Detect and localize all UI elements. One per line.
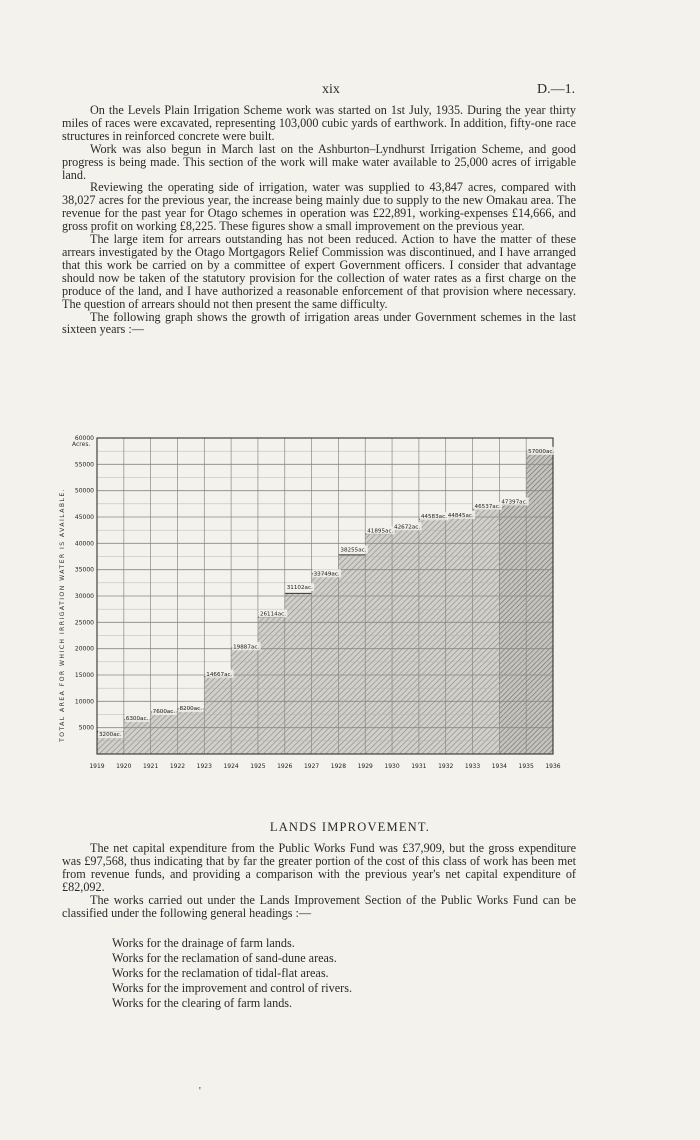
data-label: 33749ac. — [313, 571, 340, 578]
y-tick-label: 15000 — [74, 672, 94, 679]
paragraph: On the Levels Plain Irrigation Scheme work was started on 1st July, 1935. During the year thirty miles of races were excavated, representing 103,000 cubic yards of earthwork. In addition, fifty-one race structures in reinforced concrete were built. — [62, 103, 576, 143]
x-tick-label: 1931 — [411, 763, 427, 770]
y-tick-label: 10000 — [74, 698, 94, 706]
data-label: 6300ac. — [125, 715, 149, 722]
x-tick-label: 1932 — [438, 763, 454, 770]
headings-list — [112, 936, 352, 1011]
bar — [338, 555, 365, 754]
bar — [177, 709, 204, 754]
x-tick-label: 1933 — [464, 763, 481, 770]
paragraph: Reviewing the operating side of irrigation, water was supplied to 43,847 acres, compared with 38,027 acres for the previous year, the increase being mainly due to supply to the new Omakau area. The revenue for the past year for Otago schemes in operation was £22,891, working-expenses £14,666, and gross profit on working £8,225. These figures show a small improvement on the previous year. — [62, 180, 576, 234]
y-tick-label: 35000 — [74, 566, 94, 574]
x-tick-label: 1921 — [143, 763, 159, 770]
x-tick-label: 1925 — [250, 763, 266, 770]
lands-improvement-title: LANDS IMPROVEMENT. — [269, 820, 431, 834]
bar — [365, 534, 392, 754]
bar — [499, 504, 526, 754]
y-tick-label: 5000 — [78, 724, 94, 732]
list-item: Works for the reclamation of tidal-flat areas. — [112, 966, 329, 980]
y-tick-label: 60000 — [74, 435, 94, 442]
lands-section — [62, 842, 576, 919]
y-tick-label: 40000 — [74, 540, 94, 548]
x-tick-label: 1926 — [277, 763, 293, 770]
y-tick-labels — [75, 435, 94, 732]
paragraph: Work was also begun in March last on the Ashburton–Lyndhurst Irrigation Scheme, and good progress is being made. This section of the work will make water available to 25,000 acres of irrigable land. — [62, 141, 576, 182]
bar — [392, 528, 419, 754]
bar — [258, 617, 285, 754]
intro-section — [62, 104, 576, 336]
data-label: 31102ac. — [286, 585, 313, 592]
page-number: xix — [322, 82, 340, 97]
data-label: 8200ac. — [179, 705, 203, 712]
irrigation-area-graph — [55, 430, 575, 790]
y-tick-label: 25000 — [74, 619, 94, 627]
data-label: 42672ac. — [394, 524, 421, 531]
graph-canvas — [55, 430, 575, 790]
list-item: Works for the drainage of farm lands. — [112, 936, 295, 950]
bar — [446, 518, 473, 754]
data-label: 46537ac. — [474, 503, 501, 510]
bar — [124, 720, 151, 754]
data-label: 7600ac. — [152, 708, 176, 715]
x-tick-label: 1924 — [223, 763, 239, 770]
y-tick-label: 45000 — [74, 514, 94, 521]
list-item: Works for the clearing of farm lands. — [112, 996, 293, 1010]
list-item: Works for the reclamation of sand-dune areas. — [112, 951, 337, 965]
data-label: 41895ac. — [367, 528, 394, 535]
document-code: D.—1. — [537, 82, 576, 97]
bar — [419, 519, 446, 754]
x-tick-label: 1930 — [384, 763, 400, 770]
y-tick-label: 30000 — [74, 593, 94, 600]
data-label: 19887ac. — [233, 644, 260, 651]
x-tick-label: 1934 — [491, 763, 507, 770]
paragraph: The works carried out under the Lands Improvement Section of the Public Works Fund can be classified under the following general headings :— — [62, 892, 576, 920]
paragraph: The following graph shows the growth of irrigation areas under Government schemes in the last sixteen years :— — [62, 309, 576, 337]
y-unit-label: Acres. — [72, 441, 91, 448]
paragraph: The net capital expenditure from the Public Works Fund was £37,909, but the gross expenditure was £97,568, thus indicating that by far the greater portion of the cost of this class of work has been met from revenue funds, and providing a comparison with the previous year's net capital expenditure of £82,092. — [62, 841, 576, 894]
data-label: 38255ac. — [340, 547, 367, 554]
data-label: 14667ac. — [206, 671, 233, 678]
x-tick-label: 1928 — [330, 763, 347, 770]
y-tick-label: 20000 — [74, 645, 94, 653]
y-axis-title: TOTAL AREA FOR WHICH IRRIGATION WATER IS AVAILABLE. — [59, 487, 66, 743]
data-label: 26114ac. — [259, 611, 287, 618]
list-item: Works for the improvement and control of rivers. — [112, 981, 352, 995]
paragraph: The large item for arrears outstanding has not been reduced. Action to have the matter of these arrears investigated by the Otago Mortgagors Relief Commission was discontinued, and I have arranged that this work be carried on by a committee of expert Government officers. I consider that advantage should now be taken of the statutory provision for the collection of water rates as a first charge on the produce of the land, and I have authorized a reasonable enforcement of that provision where necessary. The question of arrears should not then present the same difficulty. — [62, 232, 576, 311]
data-label: 3200ac. — [99, 732, 122, 739]
x-tick-label: 1922 — [169, 763, 186, 770]
stray-mark: ' — [199, 1086, 201, 1097]
data-label: 57000ac. — [528, 448, 555, 455]
y-tick-label: 50000 — [74, 487, 94, 495]
x-tick-labels — [89, 763, 560, 770]
y-tick-label: 55000 — [74, 461, 94, 469]
bar — [151, 712, 178, 754]
x-tick-label: 1929 — [357, 763, 373, 770]
data-label: 44583ac. — [420, 514, 447, 521]
bar — [312, 573, 339, 754]
x-tick-label: 1927 — [303, 763, 320, 770]
data-label: 47397ac. — [501, 499, 528, 506]
bar — [473, 509, 500, 754]
bar — [285, 593, 312, 754]
x-tick-label: 1923 — [196, 763, 212, 770]
x-tick-label: 1920 — [116, 763, 132, 770]
bar — [526, 448, 555, 754]
data-label: 44845ac. — [447, 512, 474, 519]
x-tick-label: 1919 — [89, 763, 105, 770]
x-tick-label: 1936 — [545, 763, 561, 770]
x-tick-label: 1935 — [518, 763, 534, 770]
